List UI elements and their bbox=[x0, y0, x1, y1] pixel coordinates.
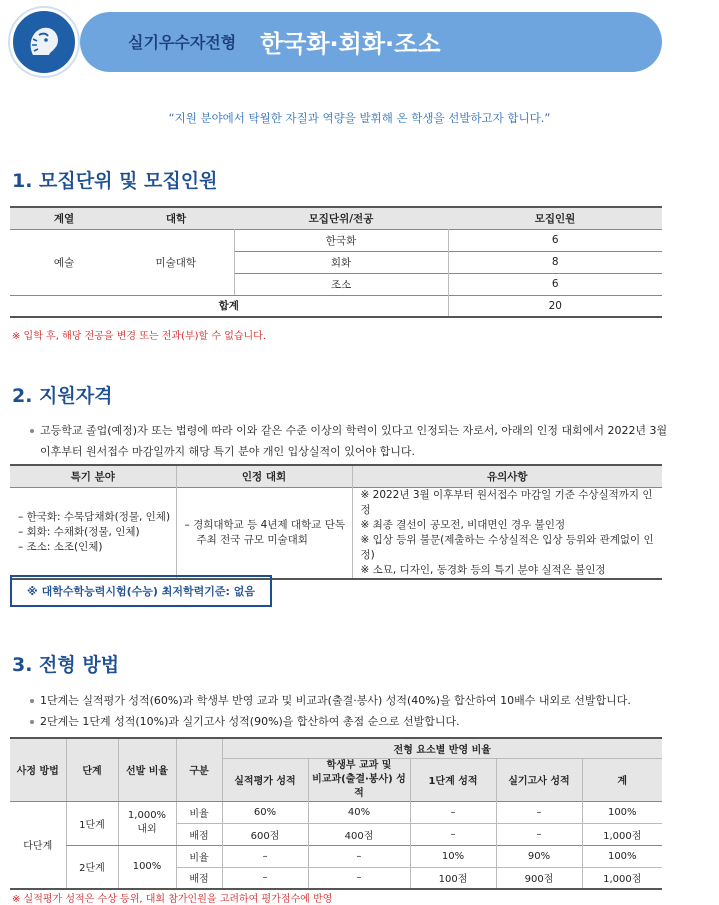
eligibility-table bbox=[10, 464, 662, 580]
total-value: 20 bbox=[448, 295, 662, 317]
type-cell: 배점 bbox=[176, 823, 222, 845]
admission-type-label: 실기우수자전형 bbox=[128, 33, 237, 52]
col-header-stage: 단계 bbox=[66, 738, 118, 801]
eligibility-line-1: 고등학교 졸업(예정)자 또는 법령에 따라 이와 같은 수준 이상의 학력이 있다고 인정되는 자로서, 아래의 인정 대회에서 2022년 3월 bbox=[40, 424, 668, 437]
col-header-unit: 모집단위/전공 bbox=[234, 207, 448, 229]
bullet-icon bbox=[30, 720, 34, 724]
method-line-2: 2단계는 1단계 성적(10%)과 실기고사 성적(90%)을 합산하여 총점 순으로 선발합니다. bbox=[40, 715, 460, 728]
value-cell: – bbox=[410, 823, 496, 845]
section3-title: 3. 전형 방법 bbox=[12, 654, 120, 676]
section2-title: 2. 지원자격 bbox=[12, 385, 113, 407]
contest-line-1: – 경희대학교 등 4년제 대학교 단독 bbox=[184, 518, 345, 531]
value-cell: – bbox=[496, 801, 582, 823]
col-header-count: 모집인원 bbox=[448, 207, 662, 229]
type-cell: 비율 bbox=[176, 845, 222, 867]
count-cell: 6 bbox=[448, 229, 662, 251]
value-cell: 400점 bbox=[308, 823, 410, 845]
csat-requirement-box bbox=[10, 575, 272, 607]
lion-emblem-icon bbox=[10, 8, 78, 76]
eligibility-line-2: 이후부터 원서접수 마감일까지 해당 특기 분야 개인 입상실적이 있어야 합니다. bbox=[40, 445, 415, 458]
unit-cell: 한국화 bbox=[234, 229, 448, 251]
total-row bbox=[10, 295, 662, 317]
unit-cell: 회화 bbox=[234, 251, 448, 273]
stage1-ratio-value: 1,000% bbox=[127, 810, 167, 821]
total-label: 합계 bbox=[218, 300, 239, 313]
value-cell: – bbox=[222, 845, 308, 867]
col-header-performance: 실적평가 성적 bbox=[222, 758, 308, 801]
college-cell: 미술대학 bbox=[118, 229, 234, 295]
col-header-total: 계 bbox=[582, 758, 662, 801]
col-header-method: 사정 방법 bbox=[10, 738, 66, 801]
field-cell: 예술 bbox=[10, 229, 118, 295]
specialty-sculpture: – 조소: 소조(인체) bbox=[18, 541, 103, 553]
contest-line-2: 주최 전국 규모 미술대회 bbox=[196, 533, 308, 546]
value-cell: 1,000점 bbox=[582, 823, 662, 845]
col-header-college: 대학 bbox=[118, 207, 234, 229]
school-record-line-2: 비교과(출결·봉사) 성적 bbox=[312, 773, 406, 799]
method-cell: 다단계 bbox=[10, 801, 66, 889]
csat-requirement-text: ※ 대학수학능력시험(수능) 최저학력기준: 없음 bbox=[27, 585, 255, 598]
stage2-cell: 2단계 bbox=[66, 845, 118, 889]
value-cell: – bbox=[308, 867, 410, 889]
col-header-contest: 인정 대회 bbox=[176, 465, 352, 487]
value-cell: – bbox=[496, 823, 582, 845]
section1-title: 1. 모집단위 및 모집인원 bbox=[12, 170, 218, 192]
col-header-group: 전형 요소별 반영 비율 bbox=[222, 738, 662, 758]
method-line-1: 1단계는 실적평가 성적(60%)과 학생부 반영 교과 및 비교과(출결·봉사) 성적(40%)을 합산하여 10배수 내외로 선발합니다. bbox=[40, 694, 631, 707]
bullet-icon bbox=[30, 429, 34, 433]
intro-quote: “지원 분야에서 탁월한 자질과 역량을 발휘해 온 학생을 선발하고자 합니다.” bbox=[168, 111, 551, 125]
selection-table bbox=[10, 737, 662, 890]
section1-note: ※ 입학 후, 해당 전공을 변경 또는 전과(부)할 수 없습니다. bbox=[12, 331, 267, 342]
value-cell: 40% bbox=[308, 801, 410, 823]
specialty-painting: – 회화: 수채화(정물, 인체) bbox=[18, 526, 140, 538]
value-cell: – bbox=[222, 867, 308, 889]
stage1-ratio-suffix: 내외 bbox=[137, 824, 157, 835]
specialty-cell bbox=[10, 487, 176, 579]
col-header-specialty: 특기 분야 bbox=[10, 465, 176, 487]
notes-line-1: ※ 2022년 3월 이후부터 원서접수 마감일 기준 수상실적까지 인정 bbox=[360, 488, 653, 516]
stage2-ratio-cell: 100% bbox=[118, 845, 176, 889]
header bbox=[10, 8, 662, 72]
stage1-ratio-cell bbox=[118, 801, 176, 845]
col-header-stage1-score: 1단계 성적 bbox=[410, 758, 496, 801]
value-cell: 100점 bbox=[410, 867, 496, 889]
unit-cell: 조소 bbox=[234, 273, 448, 295]
section3-note: ※ 실적평가 성적은 수상 등위, 대회 참가인원을 고려하여 평가점수에 반영 bbox=[12, 894, 333, 905]
value-cell: 100% bbox=[582, 845, 662, 867]
value-cell: 100% bbox=[582, 801, 662, 823]
value-cell: 600점 bbox=[222, 823, 308, 845]
value-cell: – bbox=[410, 801, 496, 823]
title-banner bbox=[80, 12, 662, 72]
notes-line-2: ※ 최종 결선이 공모전, 비대면인 경우 불인정 bbox=[360, 518, 566, 531]
type-cell: 비율 bbox=[176, 801, 222, 823]
value-cell: 10% bbox=[410, 845, 496, 867]
notes-cell bbox=[352, 487, 662, 579]
count-cell: 8 bbox=[448, 251, 662, 273]
table-row bbox=[10, 229, 662, 251]
value-cell: 1,000점 bbox=[582, 867, 662, 889]
recruitment-table bbox=[10, 206, 662, 318]
bullet-icon bbox=[30, 699, 34, 703]
count-cell: 6 bbox=[448, 273, 662, 295]
value-cell: – bbox=[308, 845, 410, 867]
value-cell: 60% bbox=[222, 801, 308, 823]
school-record-line-1: 학생부 교과 및 bbox=[326, 759, 392, 771]
value-cell: 900점 bbox=[496, 867, 582, 889]
selection-method-text bbox=[30, 690, 631, 732]
contest-cell bbox=[176, 487, 352, 579]
col-header-school-record bbox=[308, 758, 410, 801]
specialty-korean-painting: – 한국화: 수묵담채화(정물, 인체) bbox=[18, 511, 171, 523]
eligibility-text bbox=[30, 420, 667, 462]
col-header-field: 계열 bbox=[10, 207, 118, 229]
table-row bbox=[10, 801, 662, 823]
type-cell: 배점 bbox=[176, 867, 222, 889]
table-row bbox=[10, 487, 662, 579]
col-header-notes: 유의사항 bbox=[352, 465, 662, 487]
col-header-practical: 실기고사 성적 bbox=[496, 758, 582, 801]
col-header-ratio: 선발 비율 bbox=[118, 738, 176, 801]
table-row bbox=[10, 845, 662, 867]
col-header-type: 구분 bbox=[176, 738, 222, 801]
value-cell: 90% bbox=[496, 845, 582, 867]
notes-line-3: ※ 입상 등위 불문(제출하는 수상실적은 입상 등위와 관계없이 인정) bbox=[360, 533, 654, 561]
notes-line-4: ※ 소묘, 디자인, 동경화 등의 특기 분야 실적은 불인정 bbox=[360, 563, 606, 576]
majors-title: 한국화·회화·조소 bbox=[260, 30, 441, 58]
stage1-cell: 1단계 bbox=[66, 801, 118, 845]
